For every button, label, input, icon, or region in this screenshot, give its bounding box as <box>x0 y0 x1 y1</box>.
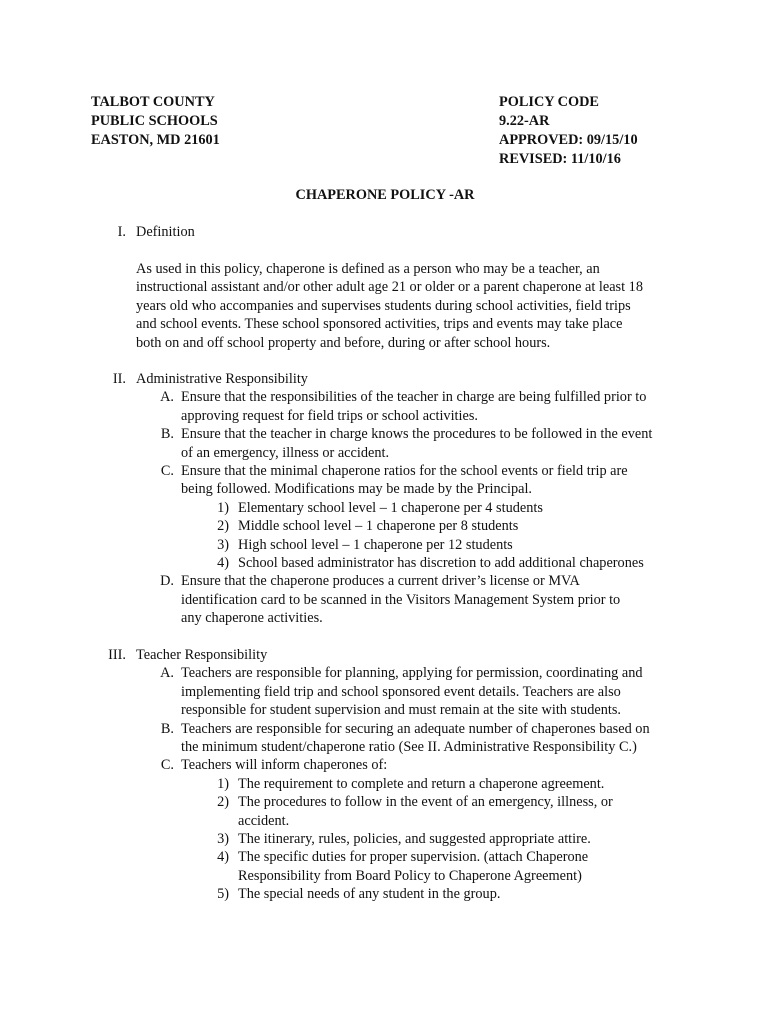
item-line: Ensure that the responsibilities of the teacher in charge are being fulfilled prior to <box>181 389 647 406</box>
list-item <box>0 720 770 757</box>
section-heading-row <box>0 370 770 388</box>
item-line: Teachers will inform chaperones of: <box>181 757 388 774</box>
sub-item-label: 1) <box>217 499 229 516</box>
item-line: Teachers are responsible for securing an adequate number of chaperones based on <box>181 720 650 737</box>
list-item <box>0 425 770 462</box>
district-line: TALBOT COUNTY <box>91 94 215 110</box>
item-label: A. <box>160 389 174 406</box>
sub-item-label: 1) <box>217 775 229 792</box>
sub-item-line: School based administrator has discretion to add additional chaperones <box>238 555 644 572</box>
item-line: identification card to be scanned in the Visitors Management System prior to <box>181 591 621 608</box>
sub-list-item <box>0 554 770 572</box>
sub-item-line: The itinerary, rules, policies, and suggested appropriate attire. <box>238 831 591 848</box>
item-label: A. <box>160 665 174 682</box>
paragraph-line: years old who accompanies and supervises students during school activities, field trips <box>136 297 631 314</box>
item-line: any chaperone activities. <box>181 610 323 627</box>
sub-list-item <box>0 517 770 535</box>
sub-list-item <box>0 775 770 793</box>
item-label: C. <box>160 757 174 774</box>
district-line: EASTON, MD 21601 <box>91 132 220 148</box>
section-heading-row <box>0 223 770 241</box>
paragraph-line: As used in this policy, chaperone is defined as a person who may be a teacher, an <box>136 261 600 277</box>
sub-item-line: Elementary school level – 1 chaperone per 4 students <box>238 499 543 516</box>
sub-item-label: 3) <box>217 831 229 848</box>
item-line: of an emergency, illness or accident. <box>181 444 390 461</box>
list-item <box>0 756 770 774</box>
sub-list-item <box>0 793 770 830</box>
list-item <box>0 572 770 627</box>
definition-paragraph <box>136 260 696 352</box>
paragraph-line: and school events. These school sponsored activities, trips and events may take place <box>136 316 623 333</box>
section-teacher-responsibility <box>0 646 770 904</box>
item-line: Ensure that the chaperone produces a current driver’s license or MVA <box>181 573 580 590</box>
item-label: D. <box>160 573 174 590</box>
item-line: Ensure that the minimal chaperone ratios for the school events or field trip are <box>181 463 628 480</box>
list-item <box>0 388 770 425</box>
sub-item-label: 2) <box>217 518 229 535</box>
district-block <box>91 93 220 150</box>
page-title: CHAPERONE POLICY -AR <box>295 187 475 203</box>
item-line: Teachers are responsible for planning, applying for permission, coordinating and <box>181 665 643 682</box>
sub-item-label: 3) <box>217 536 229 553</box>
section-heading: Administrative Responsibility <box>136 371 308 387</box>
item-line: Ensure that the teacher in charge knows the procedures to be followed in the event <box>181 426 653 443</box>
sub-list-item <box>0 848 770 885</box>
sub-item-line: High school level – 1 chaperone per 12 students <box>238 536 513 553</box>
section-number: II. <box>112 371 126 387</box>
sub-list-item <box>0 830 770 848</box>
section-definition <box>0 223 770 241</box>
paragraph-line: instructional assistant and/or other adult age 21 or older or a parent chaperone at least 18 <box>136 279 643 296</box>
policy-code-line: 9.22-AR <box>499 113 550 129</box>
sub-item-line: The specific duties for proper supervision. (attach Chaperone <box>238 849 589 866</box>
sub-item-line: Responsibility from Board Policy to Chaperone Agreement) <box>238 867 582 884</box>
policy-code-line: POLICY CODE <box>499 94 599 110</box>
section-heading-row <box>0 646 770 664</box>
sub-item-label: 4) <box>217 555 229 572</box>
policy-code-line: APPROVED: 09/15/10 <box>499 132 638 148</box>
section-administrative-responsibility <box>0 370 770 628</box>
list-item <box>0 462 770 499</box>
sub-item-line: The special needs of any student in the group. <box>238 886 501 903</box>
section-number: III. <box>108 647 126 663</box>
item-line: responsible for student supervision and must remain at the site with students. <box>181 702 621 719</box>
district-line: PUBLIC SCHOOLS <box>91 113 218 129</box>
item-line: approving request for field trips or school activities. <box>181 407 478 424</box>
sub-item-label: 5) <box>217 886 229 903</box>
sub-list-item <box>0 499 770 517</box>
section-heading: Definition <box>136 224 195 240</box>
item-label: B. <box>160 426 174 443</box>
section-number: I. <box>117 224 126 240</box>
item-line: implementing field trip and school sponsored event details. Teachers are also <box>181 683 621 700</box>
item-line: the minimum student/chaperone ratio (See II. Administrative Responsibility C.) <box>181 739 637 756</box>
sub-item-label: 2) <box>217 794 229 811</box>
policy-code-line: REVISED: 11/10/16 <box>499 151 621 167</box>
item-label: C. <box>160 463 174 480</box>
item-label: B. <box>160 720 174 737</box>
sub-item-line: Middle school level – 1 chaperone per 8 students <box>238 518 519 535</box>
section-heading: Teacher Responsibility <box>136 647 268 663</box>
list-item <box>0 664 770 719</box>
sub-item-line: The procedures to follow in the event of an emergency, illness, or <box>238 794 613 811</box>
sub-list-item <box>0 885 770 903</box>
policy-code-block <box>499 93 638 169</box>
item-line: being followed. Modifications may be made by the Principal. <box>181 481 532 498</box>
paragraph-line: both on and off school property and before, during or after school hours. <box>136 334 551 351</box>
sub-item-line: accident. <box>238 812 290 829</box>
sub-item-line: The requirement to complete and return a chaperone agreement. <box>238 775 605 792</box>
sub-item-label: 4) <box>217 849 229 866</box>
sub-list-item <box>0 536 770 554</box>
